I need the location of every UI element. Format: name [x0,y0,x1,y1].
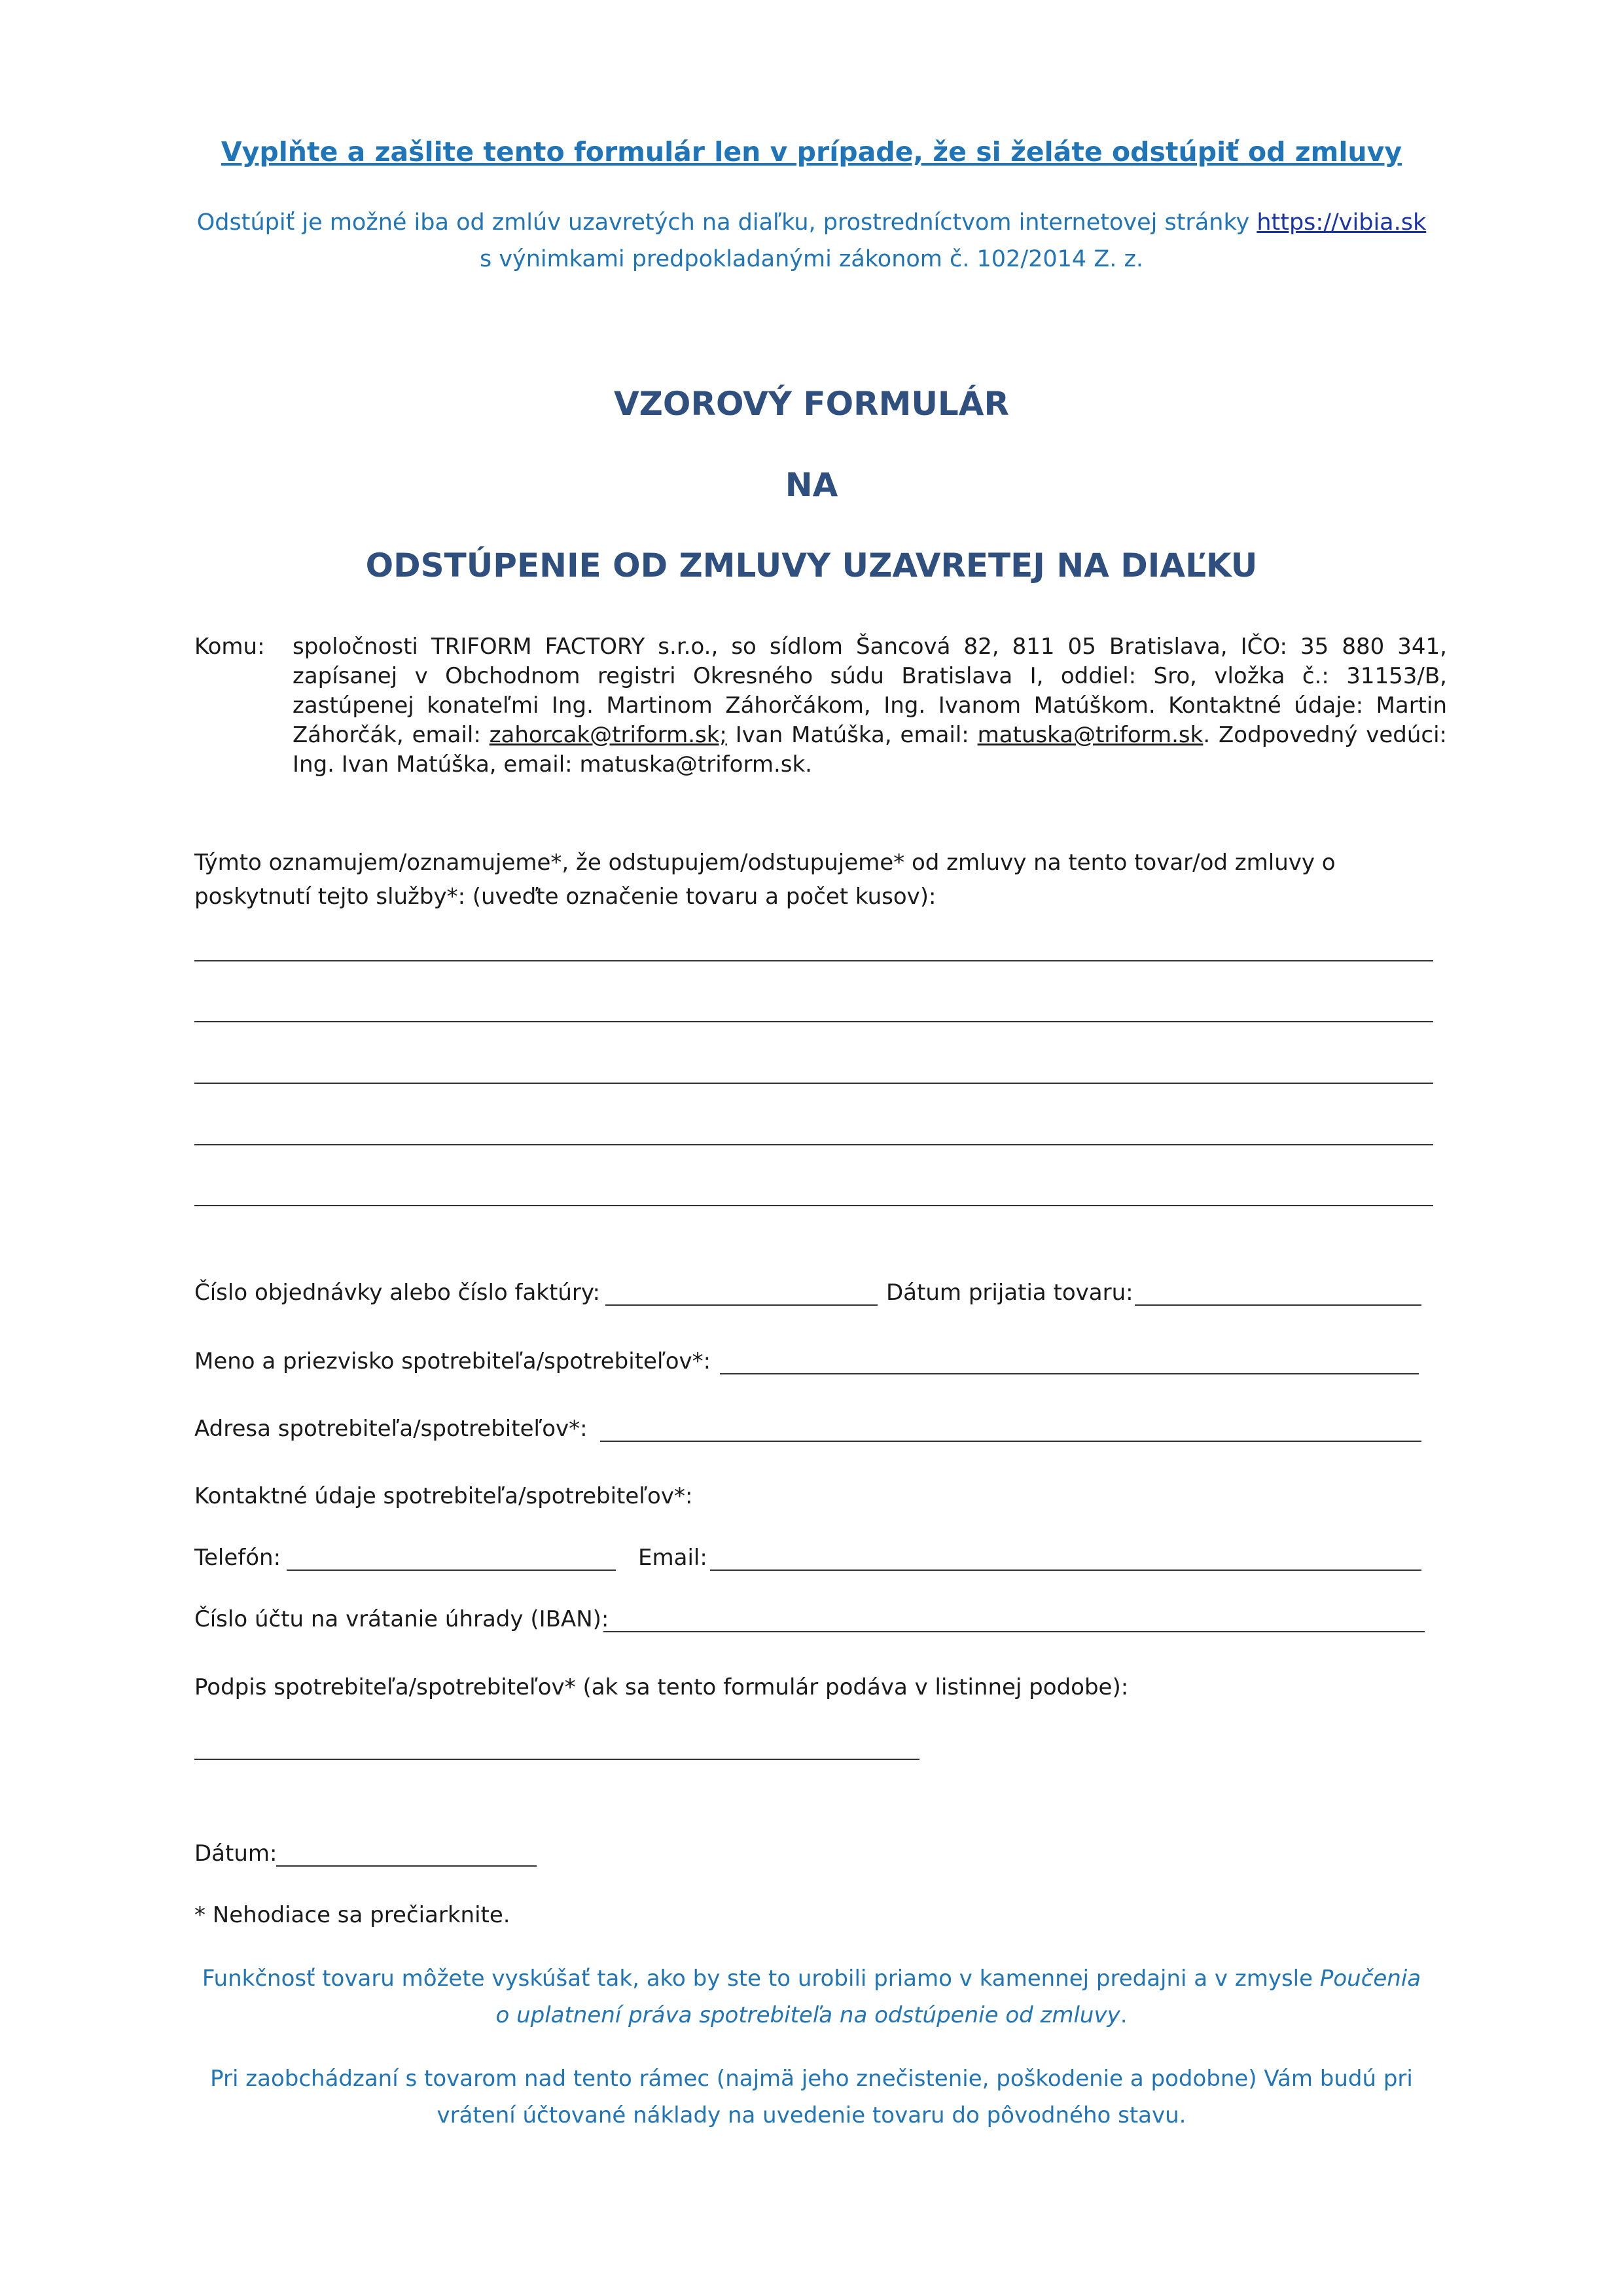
email-link-zahorcak[interactable]: zahorcak@triform.sk; [489,722,727,748]
email-line[interactable] [710,1570,1421,1571]
note-1-italic-a: Poučenia [1319,1965,1421,1992]
form-title-line-3: ODSTÚPENIE OD ZMLUVY UZAVRETEJ NA DIAĽKU [365,547,1258,584]
recipient-contact-mid: Ivan Matúška, email: [735,722,969,748]
note-1-period: . [1120,2002,1128,2028]
date-label: Dátum: [194,1840,277,1867]
email-link-matuska[interactable]: matuska@triform.sk [977,722,1204,748]
notice-title: Vyplňte a zašlite tento formulár len v prípade, že si želáte odstúpiť od zmluvy [221,136,1402,168]
footnote: * Nehodiace sa prečiarknite. [194,1902,510,1928]
consumer-address-label: Adresa spotrebiteľa/spotrebiteľov*: [194,1416,588,1442]
website-link[interactable]: https://vibia.sk [1257,209,1427,236]
recipient-contact-end: . Zodpovedný vedúci: Ing. Ivan Matúška, email: matuska@triform.sk. [293,722,1447,778]
notice-line-1: Odstúpiť je možné iba od zmlúv uzavretých na diaľku, prostredníctvom internetovej stránky [196,209,1250,236]
receipt-date-label: Dátum prijatia tovaru: [886,1280,1133,1306]
note-2-line-1: Pri zaobchádzaní s tovarom nad tento rámec (najmä jeho znečistenie, poškodenie a podobne) Vám budú pri [210,2066,1413,2092]
goods-line-4[interactable] [194,1144,1433,1145]
consumer-name-label: Meno a priezvisko spotrebiteľa/spotrebiteľov*: [194,1348,711,1374]
note-2-line-2: vrátení účtované náklady na uvedenie tovaru do pôvodného stavu. [437,2102,1186,2128]
notice-subtitle [0,204,1623,278]
form-title-line-2: NA [785,466,838,504]
goods-testing-note [0,1960,1623,2034]
form-title-line-1: VZOROVÝ FORMULÁR [613,385,1009,423]
receipt-date-line[interactable] [1135,1304,1421,1306]
iban-line[interactable] [603,1631,1425,1632]
consumer-contact-label: Kontaktné údaje spotrebiteľa/spotrebiteľov*: [194,1483,693,1509]
note-1-text: Funkčnosť tovaru môžete vyskúšať tak, ako by ste to urobili priamo v kamennej predajni a v zmysle [202,1965,1313,1992]
consumer-name-line[interactable] [720,1373,1419,1374]
iban-label: Číslo účtu na vrátanie úhrady (IBAN): [194,1606,609,1632]
goods-line-5[interactable] [194,1205,1433,1206]
order-number-line[interactable] [605,1304,878,1306]
consumer-address-line[interactable] [600,1441,1421,1442]
withdrawal-statement: Týmto oznamujem/oznamujeme*, že odstupujem/odstupujeme* od zmluvy na tento tovar/od zmluvy o poskytnutí tejto služby*: (uveďte označenie tovaru a počet kusov): [194,850,1336,910]
recipient-label: Komu: [194,634,265,660]
recipient-text [293,632,1447,780]
order-number-label: Číslo objednávky alebo číslo faktúry: [194,1280,600,1306]
signature-label: Podpis spotrebiteľa/spotrebiteľov* (ak sa tento formulár podáva v listinnej podobe): [194,1674,1129,1700]
phone-label: Telefón: [194,1545,281,1571]
email-label: Email: [638,1545,707,1571]
date-line[interactable] [276,1865,537,1867]
goods-line-2[interactable] [194,1021,1433,1022]
note-1-italic-b: o uplatnení práva spotrebiteľa na odstúpenie od zmluvy [495,2002,1120,2028]
handling-costs-note [0,2060,1623,2134]
signature-line[interactable] [194,1759,919,1760]
notice-line-2: s výnimkami predpokladanými zákonom č. 102/2014 Z. z. [479,246,1144,272]
phone-line[interactable] [287,1570,616,1571]
goods-line-3[interactable] [194,1083,1433,1084]
goods-line-1[interactable] [194,960,1433,961]
recipient-company: spoločnosti TRIFORM FACTORY s.r.o., so sídlom Šancová 82, 811 05 Bratislava, IČO: 35 880 341, zapísanej v Obchodnom registri Okresného súdu Bratislava I, oddiel: Sro, vložka č.: 31153/B, zastúpenej konateľmi Ing. Martinom Záhorčákom, Ing. Ivanom Matúškom. Kontaktné údaje: Martin Záhorčák, email: [293,634,1447,748]
